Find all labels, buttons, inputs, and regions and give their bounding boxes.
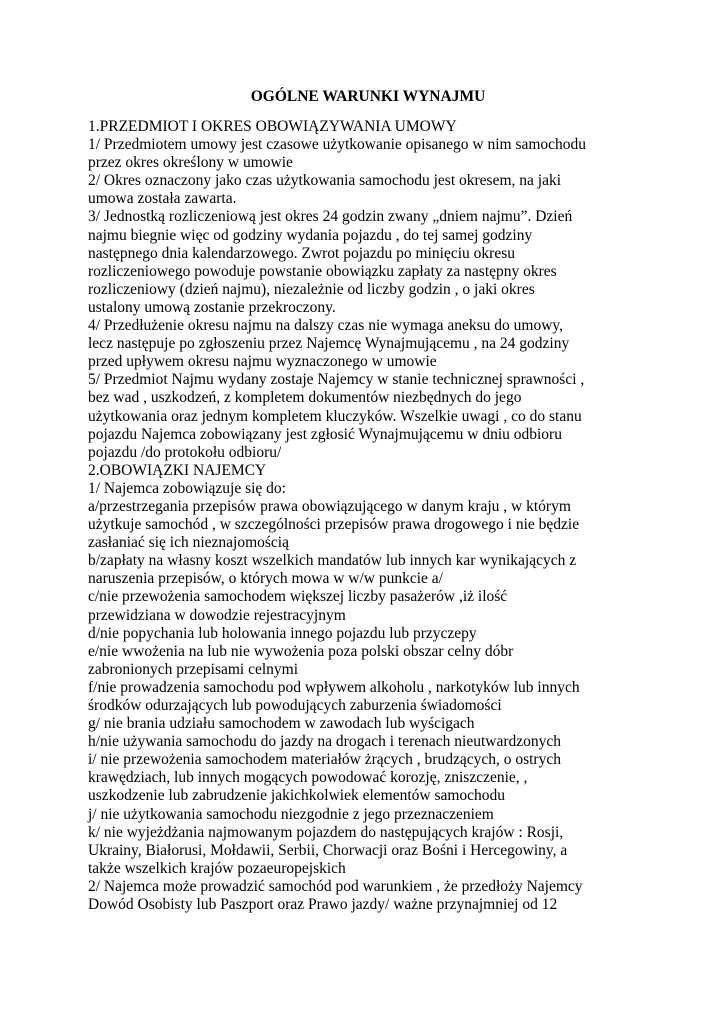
text-line: krawędziach, lub innych mogących powodować korozję, zniszczenie, ,	[88, 769, 528, 787]
text-line: 5/ Przedmiot Najmu wydany zostaje Najemcy w stanie technicznej sprawności ,	[88, 371, 585, 389]
text-line: 1/ Przedmiotem umowy jest czasowe użytkowanie opisanego w nim samochodu	[88, 136, 587, 154]
text-line: pojazdu /do protokołu odbioru/	[88, 443, 282, 461]
text-line: najmu biegnie więc od godziny wydania pojazdu , do tej samej godziny	[88, 226, 533, 244]
text-line: rozliczeniowy (dzień najmu), niezależnie od liczby godzin , o jaki okres	[88, 280, 535, 298]
text-line: pojazdu Najemca zobowiązany jest zgłosić Wynajmującemu w dniu odbioru	[88, 425, 562, 443]
text-line: Ukrainy, Białorusi, Mołdawii, Serbii, Chorwacji oraz Bośni i Hercegowiny, a	[88, 841, 568, 859]
text-line: rozliczeniowego powoduje powstanie obowiązku zapłaty za następny okres	[88, 262, 557, 280]
text-line: 4/ Przedłużenie okresu najmu na dalszy czas nie wymaga aneksu do umowy,	[88, 317, 564, 335]
document-body	[88, 118, 648, 914]
text-line: j/ nie użytkowania samochodu niezgodnie z jego przeznaczeniem	[88, 805, 494, 823]
text-line: użytkuje samochód , w szczególności przepisów prawa drogowego i nie będzie	[88, 516, 580, 534]
document-page	[88, 86, 648, 914]
text-line: naruszenia przepisów, o których mowa w w/w punkcie a/	[88, 570, 443, 588]
text-line: b/zapłaty na własny koszt wszelkich mandatów lub innych kar wynikających z	[88, 552, 577, 570]
text-line: i/ nie przewożenia samochodem materiałów żrących , brudzących, o ostrych	[88, 751, 561, 769]
text-line: uszkodzenie lub zabrudzenie jakichkolwiek elementów samochodu	[88, 787, 506, 805]
text-line: f/nie prowadzenia samochodu pod wpływem alkoholu , narkotyków lub innych	[88, 678, 580, 696]
text-line: a/przestrzegania przepisów prawa obowiązującego w danym kraju , w którym	[88, 497, 571, 515]
text-line: g/ nie brania udziału samochodem w zawodach lub wyścigach	[88, 715, 475, 733]
text-line: c/nie przewożenia samochodem większej liczby pasażerów ,iż ilość	[88, 588, 508, 606]
document-title: OGÓLNE WARUNKI WYNAJMU	[250, 88, 486, 105]
text-line: ustalony umową zostanie przekroczony.	[88, 298, 336, 316]
text-line: użytkowania oraz jednym kompletem kluczyków. Wszelkie uwagi , co do stanu	[88, 407, 582, 425]
text-line: h/nie używania samochodu do jazdy na drogach i terenach nieutwardzonych	[88, 733, 561, 751]
text-line: 1/ Najemca zobowiązuje się do:	[88, 479, 286, 497]
text-line: środków odurzających lub powodujących zaburzenia świadomości	[88, 697, 502, 714]
text-line: d/nie popychania lub holowania innego pojazdu lub przyczepy	[88, 624, 477, 642]
text-line: 2/ Okres oznaczony jako czas użytkowania samochodu jest okresem, na jaki	[88, 172, 562, 190]
text-line: 2.OBOWIĄZKI NAJEMCY	[88, 461, 267, 479]
text-line: Dowód Osobisty lub Paszport oraz Prawo jazdy/ ważne przynajmniej od 12	[88, 896, 558, 914]
text-line: bez wad , uszkodzeń, z kompletem dokumentów niezbędnych do jego	[88, 389, 522, 407]
text-line: przez okres określony w umowie	[88, 154, 293, 172]
text-line: także wszelkich krajów pozaeuropejskich	[88, 859, 346, 877]
text-line: 1.PRZEDMIOT I OKRES OBOWIĄZYWANIA UMOWY	[88, 118, 457, 135]
text-line: 2/ Najemca może prowadzić samochód pod warunkiem , że przedłoży Najemcy	[88, 877, 583, 895]
text-line: zasłaniać się ich nieznajomością	[88, 534, 289, 552]
text-line: następnego dnia kalendarzowego. Zwrot pojazdu po minięciu okresu	[88, 244, 515, 262]
text-line: 3/ Jednostką rozliczeniową jest okres 24 godzin zwany „dniem najmu”. Dzień	[88, 208, 573, 226]
text-line: umowa została zawarta.	[88, 190, 237, 208]
text-line: przewidziana w dowodzie rejestracyjnym	[88, 606, 346, 624]
text-line: k/ nie wyjeżdżania najmowanym pojazdem do następujących krajów : Rosji,	[88, 823, 564, 841]
text-line: przed upływem okresu najmu wyznaczonego w umowie	[88, 353, 437, 371]
text-line: zabronionych przepisami celnymi	[88, 660, 299, 678]
text-line: e/nie wwożenia na lub nie wywożenia poza polski obszar celny dóbr	[88, 642, 514, 660]
text-line: lecz następuje po zgłoszeniu przez Najemcę Wynajmującemu , na 24 godziny	[88, 335, 570, 353]
